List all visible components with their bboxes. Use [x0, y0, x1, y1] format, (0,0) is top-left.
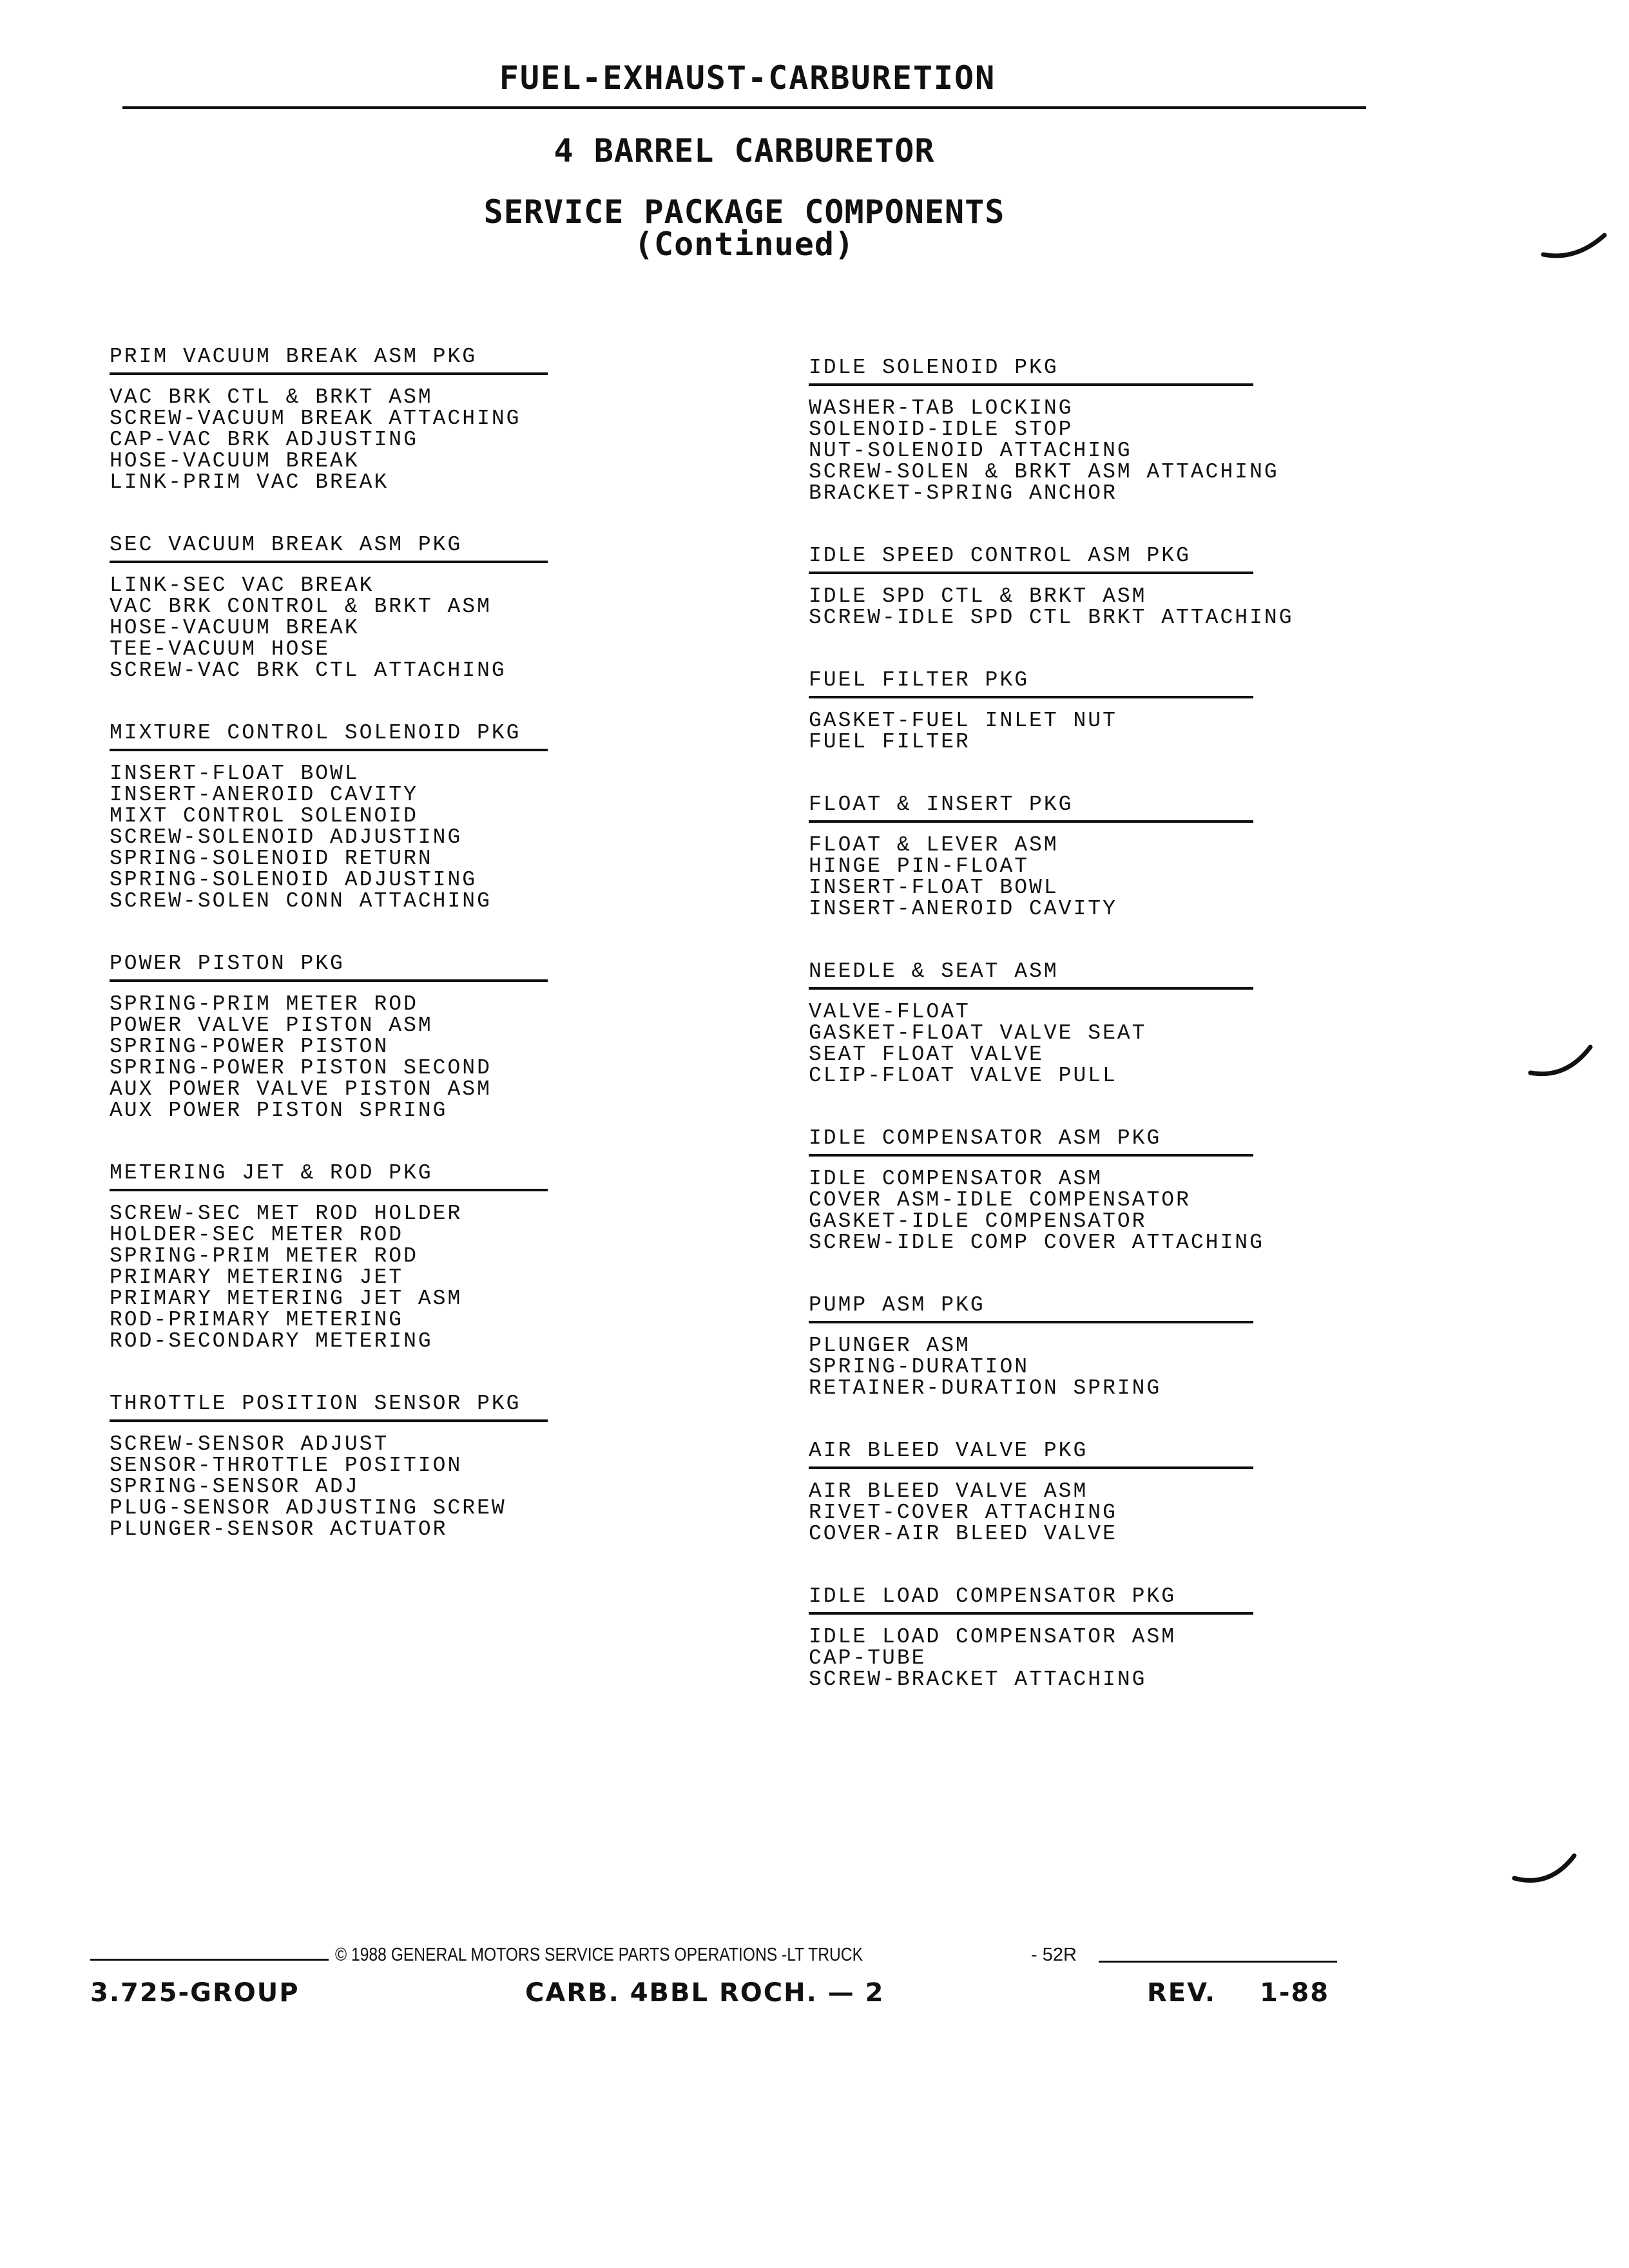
package-item-list	[809, 834, 1253, 919]
package-item: SPRING-SOLENOID ADJUSTING	[110, 868, 477, 892]
package-title: POWER PISTON PKG	[110, 952, 548, 982]
package-item: IDLE LOAD COMPENSATOR ASM	[809, 1625, 1177, 1649]
package-item: SCREW-SEC MET ROD HOLDER	[110, 1202, 463, 1225]
package-item: HOLDER-SEC METER ROD	[110, 1223, 404, 1247]
package-item: GASKET-IDLE COMPENSATOR	[809, 1209, 1147, 1233]
package-item: COVER ASM-IDLE COMPENSATOR	[809, 1188, 1191, 1212]
package-title: IDLE COMPENSATOR ASM PKG	[809, 1126, 1253, 1157]
package-item: SPRING-SENSOR ADJ	[110, 1475, 360, 1499]
package-item: CAP-VAC BRK ADJUSTING	[110, 428, 418, 452]
package-title: FLOAT & INSERT PKG	[809, 793, 1253, 823]
package-title: IDLE SPEED CONTROL ASM PKG	[809, 544, 1253, 574]
package-item-list	[809, 1167, 1264, 1254]
package-title: SEC VACUUM BREAK ASM PKG	[110, 533, 548, 563]
package-item: SCREW-SOLEN & BRKT ASM ATTACHING	[809, 460, 1279, 484]
package-item-list	[110, 763, 548, 912]
package-item: HINGE PIN-FLOAT	[809, 854, 1030, 878]
package-item: SCREW-VACUUM BREAK ATTACHING	[110, 407, 521, 430]
package-block	[110, 952, 548, 1121]
package-item: SPRING-DURATION	[809, 1355, 1030, 1379]
package-item: COVER-AIR BLEED VALVE	[809, 1522, 1117, 1546]
package-item: SCREW-IDLE SPD CTL BRKT ATTACHING	[809, 606, 1294, 629]
page-subtitle: SERVICE PACKAGE COMPONENTS	[483, 193, 1005, 231]
package-item-list	[809, 1626, 1253, 1690]
package-item: CLIP-FLOAT VALVE PULL	[809, 1064, 1117, 1088]
section-title: FUEL-EXHAUST-CARBURETION	[499, 59, 996, 97]
package-block	[809, 356, 1279, 505]
package-item: SEAT FLOAT VALVE	[809, 1043, 1044, 1066]
footer-rule-right	[1099, 1961, 1337, 1963]
package-item: SPRING-PRIM METER ROD	[110, 992, 418, 1016]
footer-rule-left	[90, 1959, 329, 1961]
package-item: SOLENOID-IDLE STOP	[809, 418, 1074, 441]
footer-carb-ref: CARB. 4BBL ROCH. — 2	[525, 1978, 885, 2008]
package-title: MIXTURE CONTROL SOLENOID PKG	[110, 721, 548, 751]
footer-page-ref: - 52R	[1031, 1945, 1077, 1965]
package-block	[809, 1126, 1264, 1254]
package-item: POWER VALVE PISTON ASM	[110, 1014, 433, 1037]
package-item-list	[110, 1434, 548, 1540]
package-item: PLUNGER ASM	[809, 1334, 970, 1358]
package-item-list	[110, 994, 548, 1121]
package-block	[809, 1439, 1253, 1544]
right-package-column	[809, 356, 1294, 1730]
package-item: SPRING-POWER PISTON SECOND	[110, 1056, 492, 1080]
footer-copyright: © 1988 GENERAL MOTORS SERVICE PARTS OPERATIONS -LT TRUCK	[335, 1945, 863, 1965]
package-item: SCREW-SOLEN CONN ATTACHING	[110, 889, 492, 913]
package-item: BRACKET-SPRING ANCHOR	[809, 481, 1117, 505]
package-block	[110, 533, 548, 681]
package-title: FUEL FILTER PKG	[809, 668, 1253, 698]
package-item: SCREW-SOLENOID ADJUSTING	[110, 825, 463, 849]
package-item-list	[110, 387, 548, 493]
package-item: SCREW-IDLE COMP COVER ATTACHING	[809, 1231, 1264, 1254]
package-block	[110, 345, 548, 493]
package-title: AIR BLEED VALVE PKG	[809, 1439, 1253, 1469]
package-item-list	[809, 710, 1253, 753]
package-block	[809, 668, 1253, 753]
package-item: AUX POWER PISTON SPRING	[110, 1099, 448, 1122]
package-title: NEEDLE & SEAT ASM	[809, 959, 1253, 990]
package-block	[110, 1161, 548, 1352]
package-item: PRIMARY METERING JET ASM	[110, 1287, 463, 1311]
footer-rev-label: REV.	[1147, 1978, 1217, 2008]
page-subtitle-continued: (Continued)	[633, 226, 855, 263]
package-title: METERING JET & ROD PKG	[110, 1161, 548, 1191]
margin-tick-mark	[1511, 1849, 1582, 1901]
package-block	[809, 1293, 1253, 1399]
package-item: ROD-PRIMARY METERING	[110, 1308, 404, 1332]
package-item: PLUG-SENSOR ADJUSTING SCREW	[110, 1496, 506, 1520]
package-item: GASKET-FLOAT VALVE SEAT	[809, 1021, 1147, 1045]
package-item-list	[110, 575, 548, 681]
left-package-column	[110, 345, 548, 1580]
package-item: WASHER-TAB LOCKING	[809, 396, 1074, 420]
footer-rev-date: 1-88	[1260, 1978, 1330, 2008]
package-title: THROTTLE POSITION SENSOR PKG	[110, 1392, 548, 1422]
package-block	[110, 721, 548, 912]
package-item: HOSE-VACUUM BREAK	[110, 449, 360, 473]
package-item: MIXT CONTROL SOLENOID	[110, 804, 418, 828]
package-item: ROD-SECONDARY METERING	[110, 1329, 433, 1353]
package-item: PLUNGER-SENSOR ACTUATOR	[110, 1517, 448, 1541]
package-item: SPRING-PRIM METER ROD	[110, 1244, 418, 1268]
package-item: SCREW-BRACKET ATTACHING	[809, 1667, 1147, 1691]
header-rule	[122, 106, 1366, 109]
package-item-list	[809, 1335, 1253, 1399]
package-title: IDLE SOLENOID PKG	[809, 356, 1253, 386]
package-title: IDLE LOAD COMPENSATOR PKG	[809, 1584, 1253, 1615]
footer-group: 3.725-GROUP	[90, 1978, 300, 2008]
margin-tick-mark	[1527, 1037, 1598, 1089]
package-item: NUT-SOLENOID ATTACHING	[809, 439, 1132, 463]
package-item: VAC BRK CONTROL & BRKT ASM	[110, 595, 492, 619]
package-item: PRIMARY METERING JET	[110, 1265, 404, 1289]
package-item: RETAINER-DURATION SPRING	[809, 1376, 1162, 1400]
package-item-list	[809, 1001, 1253, 1086]
package-block	[809, 793, 1253, 919]
package-item: FLOAT & LEVER ASM	[809, 833, 1059, 857]
package-item-list	[809, 584, 1294, 629]
package-item: VAC BRK CTL & BRKT ASM	[110, 385, 433, 409]
package-item: FUEL FILTER	[809, 730, 970, 754]
package-block	[809, 1584, 1253, 1690]
package-item: INSERT-ANEROID CAVITY	[809, 897, 1117, 921]
package-item: TEE-VACUUM HOSE	[110, 637, 331, 661]
package-item-list	[809, 396, 1279, 505]
package-item: RIVET-COVER ATTACHING	[809, 1501, 1117, 1524]
package-item: SPRING-SOLENOID RETURN	[110, 847, 433, 870]
package-item: CAP-TUBE	[809, 1646, 927, 1670]
package-item: IDLE COMPENSATOR ASM	[809, 1167, 1103, 1191]
package-item-list	[110, 1203, 548, 1352]
margin-tick-mark	[1540, 222, 1611, 267]
package-item: IDLE SPD CTL & BRKT ASM	[809, 584, 1147, 608]
package-item: VALVE-FLOAT	[809, 1000, 970, 1024]
package-item: SENSOR-THROTTLE POSITION	[110, 1454, 463, 1477]
package-item: LINK-PRIM VAC BREAK	[110, 470, 389, 494]
package-item: AIR BLEED VALVE ASM	[809, 1479, 1088, 1503]
package-item: GASKET-FUEL INLET NUT	[809, 709, 1117, 733]
package-item: INSERT-ANEROID CAVITY	[110, 783, 418, 807]
package-block	[809, 959, 1253, 1086]
package-item: AUX POWER VALVE PISTON ASM	[110, 1077, 492, 1101]
package-item-list	[809, 1481, 1253, 1544]
package-item: INSERT-FLOAT BOWL	[809, 876, 1059, 899]
package-title: PUMP ASM PKG	[809, 1293, 1253, 1323]
package-block	[110, 1392, 548, 1540]
package-item: SPRING-POWER PISTON	[110, 1035, 389, 1059]
package-block	[809, 544, 1294, 629]
package-item: SCREW-SENSOR ADJUST	[110, 1432, 389, 1456]
package-item: HOSE-VACUUM BREAK	[110, 616, 360, 640]
package-title: PRIM VACUUM BREAK ASM PKG	[110, 345, 548, 375]
package-item: SCREW-VAC BRK CTL ATTACHING	[110, 658, 506, 682]
page-title: 4 BARREL CARBURETOR	[554, 132, 935, 169]
package-item: INSERT-FLOAT BOWL	[110, 762, 360, 785]
package-item: LINK-SEC VAC BREAK	[110, 573, 374, 597]
